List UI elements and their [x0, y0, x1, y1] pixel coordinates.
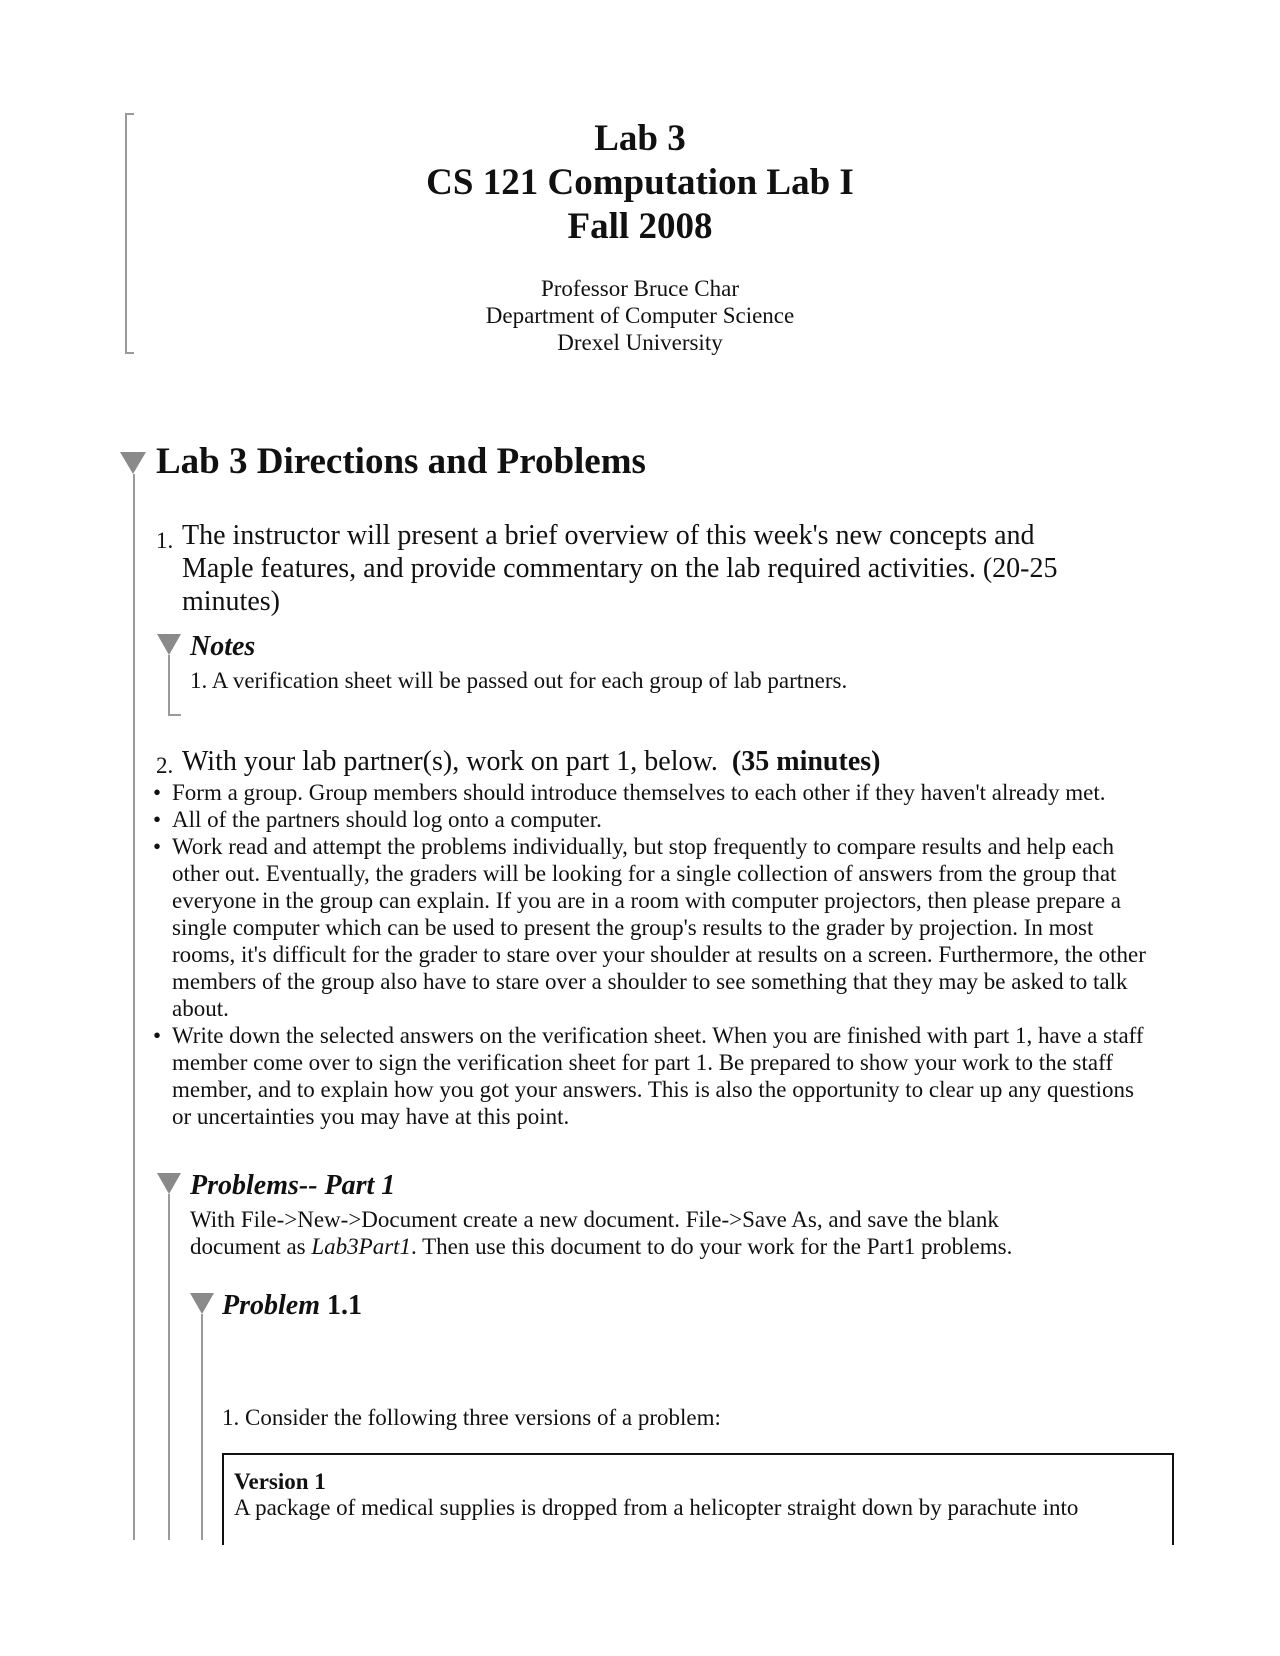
- title-line-3: Fall 2008: [567, 206, 713, 247]
- version-text: A package of medical supplies is dropped from a helicopter straight down by parachute into: [234, 1495, 1079, 1520]
- problem-step-1: 1. Consider the following three versions of a problem:: [222, 1405, 721, 1430]
- list-item: • Work read and attempt the problems individually, but stop frequently to compare results and help each other out. Eventually, the graders will be looking for a single collection of answers from the group that everyone in the group can explain. If you are in a room with computer projectors, then please prepare a single computer which can be used to present the group's results to the grader by projection. In most rooms, it's difficult for the grader to stare over your shoulder at results on a screen. Furthermore, the other members of the group also have to stare over a shoulder to see something that they may be asked to talk about.: [153, 834, 1146, 1021]
- department: Department of Computer Science: [485, 303, 795, 328]
- notes-heading: Notes: [190, 631, 256, 662]
- section-collapse-icon[interactable]: [120, 452, 146, 474]
- author: Professor Bruce Char: [540, 276, 739, 301]
- item-2-text: With your lab partner(s), work on part 1, below.: [182, 746, 718, 777]
- part1-heading: Problems-- Part 1: [190, 1170, 396, 1201]
- item-2-number: 2.: [156, 753, 174, 778]
- title-line-1: Lab 3: [594, 118, 686, 159]
- notes-item: 1. A verification sheet will be passed out for each group of lab partners.: [190, 668, 848, 693]
- problem-collapse-icon[interactable]: [190, 1293, 214, 1314]
- item-2-line: [182, 745, 880, 778]
- university: Drexel University: [557, 330, 723, 355]
- notes-collapse-icon[interactable]: [157, 634, 181, 655]
- notes-bracket-bottom: [168, 714, 181, 716]
- item-1-text: The instructor will present a brief overview of this week's new concepts and Maple features, and provide commentary on the lab required activities. (20-25 minutes): [182, 520, 1058, 617]
- problem-label: Problem: [222, 1290, 320, 1321]
- version-title: Version 1: [234, 1469, 326, 1494]
- section-bracket: [133, 474, 135, 1540]
- part1-intro: With File->New->Document create a new document. File->Save As, and save the blank document as Lab3Part1. Then use this document to do your work for the Part1 problems.: [190, 1207, 1013, 1259]
- item-2-duration: (35 minutes): [731, 746, 881, 777]
- problem-bracket: [201, 1314, 203, 1540]
- problem-number: 1.1: [327, 1290, 362, 1321]
- list-item: • All of the partners should log onto a computer.: [153, 807, 602, 832]
- part1-bracket: [168, 1194, 170, 1540]
- item-1-number: 1.: [156, 528, 174, 553]
- list-item: • Form a group. Group members should introduce themselves to each other if they haven't already met.: [153, 780, 1106, 805]
- instruction-bullets: [153, 779, 1153, 1130]
- list-item: • Write down the selected answers on the verification sheet. When you are finished with part 1, have a staff member come over to sign the verification sheet for part 1. Be prepared to show your work to the staff member, and to explain how you got your answers. This is also the opportunity to clear up any questions or uncertainties you may have at this point.: [153, 1023, 1144, 1129]
- title-bracket-top: [125, 113, 134, 115]
- problem-heading: [222, 1290, 362, 1322]
- section-heading: Lab 3 Directions and Problems: [156, 441, 646, 482]
- part1-filename: Lab3Part1: [311, 1234, 412, 1259]
- title-line-2: CS 121 Computation Lab I: [426, 162, 854, 203]
- notes-bracket: [168, 655, 170, 715]
- part1-collapse-icon[interactable]: [157, 1173, 181, 1194]
